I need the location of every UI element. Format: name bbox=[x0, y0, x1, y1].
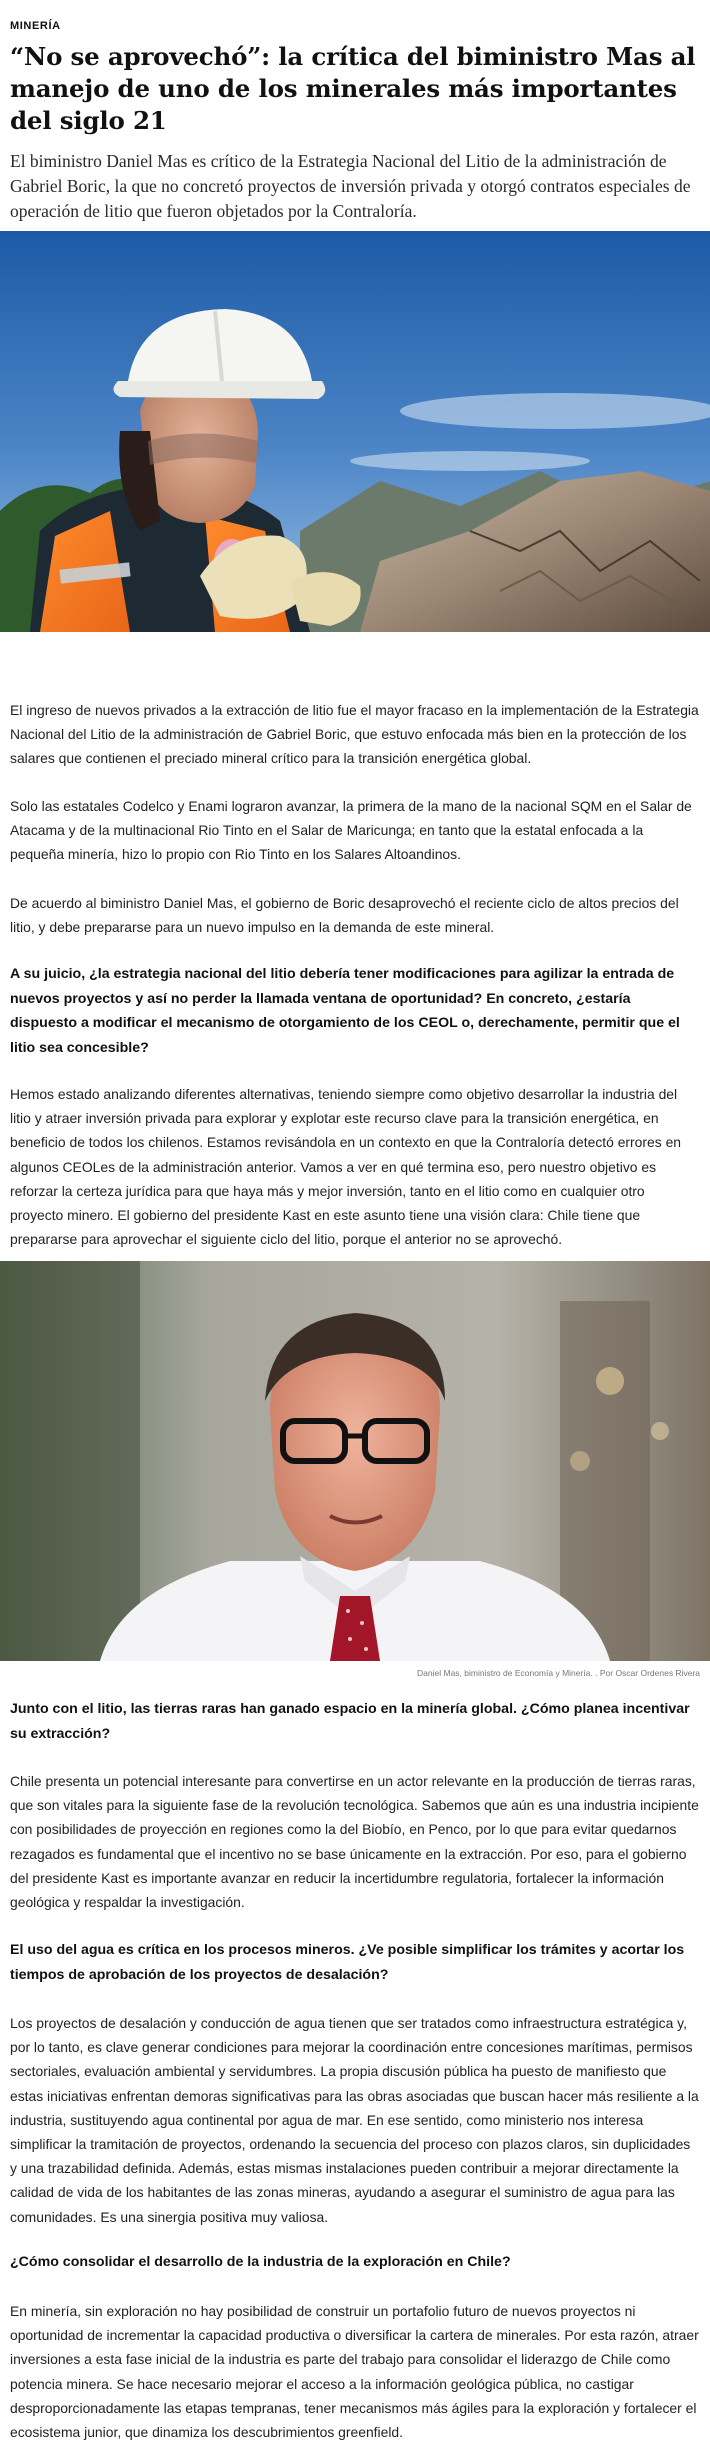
hero-image bbox=[0, 231, 710, 632]
minister-photo bbox=[0, 1261, 710, 1661]
body-paragraph-2: Solo las estatales Codelco y Enami lograron avanzar, la primera de la mano de la nacional SQM en el Salar de Atacama y de la multinacional Rio Tinto en el Salar de Maricunga; en tanto que la estatal enfocada a la pequeña minería, hizo lo propio con Rio Tinto en los Salares Altoandinos. bbox=[10, 798, 692, 863]
interview-answer-2: Chile presenta un potencial interesante para convertirse en un actor relevante en la producción de tierras raras, que son vitales para la siguiente fase de la revolución tecnológica. Sabemos que aún es una industria incipiente con posibilidades de proyección en regiones como la del Biobío, en Penco, por lo que para evitar quedarnos rezagados es fundamental que el incentivo no se base únicamente en la extracción. Por eso, para el gobierno del presidente Kast es importante avanzar en reducir la incertidumbre regulatoria, fortalecer la información geológica y respaldar la investigación. bbox=[10, 1773, 699, 1911]
interview-answer-4: En minería, sin exploración no hay posibilidad de construir un portafolio futuro de nuevos proyectos ni oportunidad de incrementar la capacidad productiva o diversificar la cartera de minerales. Por esta razón, atraer inversiones a esta fase inicial de la industria es parte del trabajo para consolidar el liderazgo de Chile como potencia minera. Se hace necesario mejorar el acceso a la información geológica pública, no castigar desproporcionadamente las etapas tempranas, tener mecanismos más ágiles para la exploración y fortalecer el ecosistema junior, que dinamiza los descubrimientos greenfield. bbox=[10, 2303, 699, 2441]
interview-question-3: El uso del agua es crítica en los procesos mineros. ¿Ve posible simplificar los trámites y acortar los tiempos de aprobación de los proyectos de desalación? bbox=[10, 1942, 685, 1983]
headline: “No se aprovechó”: la crítica del biministro Mas al manejo de uno de los minerales más importantes del siglo 21 bbox=[10, 42, 696, 135]
hero-photo bbox=[0, 231, 710, 632]
dek: El biministro Daniel Mas es crítico de la Estrategia Nacional del Litio de la administración de Gabriel Boric, la que no concretó proyectos de inversión privada y otorgó contratos especiales de operación de litio que fueron objetados por la Contraloría. bbox=[10, 151, 691, 221]
section-label[interactable]: MINERÍA bbox=[10, 20, 61, 32]
interview-question-1: A su juicio, ¿la estrategia nacional del litio debería tener modificaciones para agilizar la entrada de nuevos proyectos y así no perder la llamada ventana de oportunidad? En concreto, ¿estaría dispuesto a modificar el mecanismo de otorgamiento de los CEOL o, derechamente, permitir que el litio sea concesible? bbox=[10, 966, 680, 1056]
interview-question-4: ¿Cómo consolidar el desarrollo de la industria de la exploración en Chile? bbox=[10, 2254, 511, 2270]
minister-portrait bbox=[0, 1261, 710, 1661]
interview-answer-1: Hemos estado analizando diferentes alternativas, teniendo siempre como objetivo desarrollar la industria del litio y atraer inversión privada para explorar y explotar este recurso clave para la transición energética, en beneficio de todos los chilenos. Estamos revisándola en un contexto en que la Contraloría detectó errores en algunos CEOLes de la administración anterior. Vamos a ver en qué termina eso, pero nuestro objetivo es reforzar la certeza jurídica para que haya más y mejor inversión, tanto en el litio como en cualquier otro proyecto minero. El gobierno del presidente Kast en este asunto tiene una visión clara: Chile tiene que prepararse para aprovechar el siguiente ciclo del litio, porque el anterior no se aprovechó. bbox=[10, 1086, 682, 1248]
body-paragraph-3: De acuerdo al biministro Daniel Mas, el gobierno de Boric desaprovechó el reciente ciclo de altos precios del litio, y debe prepararse para un nuevo impulso en la demanda de este mineral. bbox=[10, 895, 679, 936]
body-paragraph-1: El ingreso de nuevos privados a la extracción de litio fue el mayor fracaso en la implementación de la Estrategia Nacional del Litio de la administración de Gabriel Boric, que estuvo enfocada más bien en la protección de los salares que contienen el preciado mineral crítico para la transición energética global. bbox=[10, 702, 699, 767]
photo-caption: Daniel Mas, biministro de Economía y Minería. . Por Oscar Ordenes Rivera bbox=[417, 1668, 700, 1678]
interview-answer-3: Los proyectos de desalación y conducción de agua tienen que ser tratados como infraestructura estratégica y, por lo tanto, es clave generar condiciones para mejorar la coordinación entre concesiones marítimas, permisos sectoriales, evaluación ambiental y servidumbres. La propia discusión pública ha puesto de manifiesto que estas iniciativas enfrentan demoras significativas para las obras asociadas que buscan hacer más resiliente a la industria, sustituyendo agua continental por agua de mar. En ese sentido, como ministerio nos interesa simplificar la tramitación de proyectos, ordenando la secuencia del proceso con plazos claros, sin duplicidades y una trazabilidad definida. Además, estas mismas instalaciones pueden contribuir a mejorar directamente la calidad de vida de los habitantes de las zonas mineras, ayudando a asegurar el suministro de agua para las comunidades. Es una sinergia positiva muy valiosa. bbox=[10, 2015, 699, 2225]
interview-question-2: Junto con el litio, las tierras raras han ganado espacio en la minería global. ¿Cómo planea incentivar su extracción? bbox=[10, 1701, 690, 1742]
